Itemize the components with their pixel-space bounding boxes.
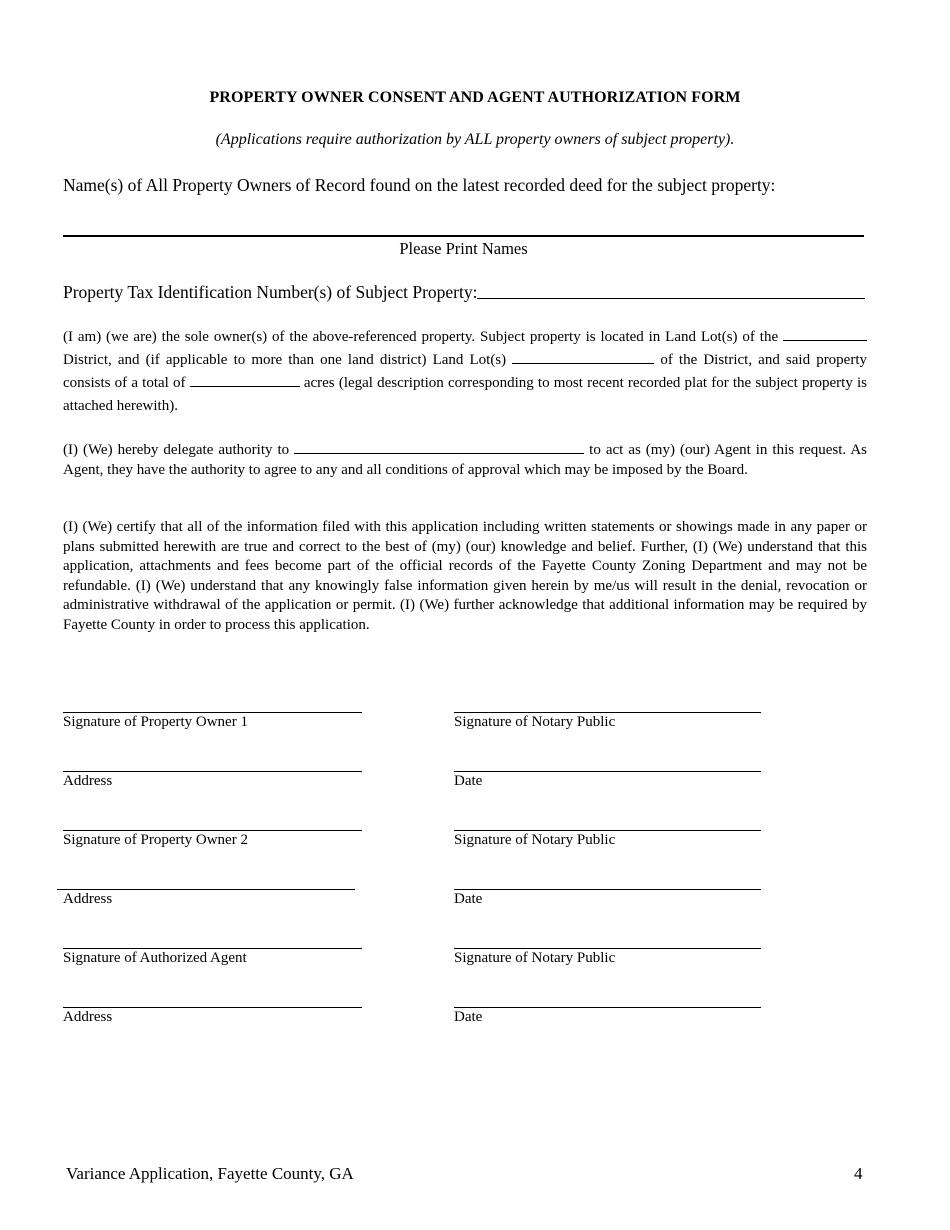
notary3-signature-line[interactable] [454,948,761,949]
agent-signature-label: Signature of Authorized Agent [63,950,247,966]
agent-text-2: to act as (my) (our) Agent in this request. As Agent, they have the authority to agree to any and all conditions of approval which may be imposed by the Board. [63,442,867,478]
owner1-address-line[interactable] [63,771,362,772]
agent-name-blank[interactable] [294,439,584,454]
owners-prompt: Name(s) of All Property Owners of Record found on the latest recorded deed for the subject property: [63,175,776,195]
agent-address-label: Address [63,1009,113,1025]
ownership-text-3: of the District, and said property consists of a total of [63,352,868,391]
notary1-signature-label: Signature of Notary Public [454,714,616,730]
owners-names-line[interactable] [63,235,864,237]
notary2-date-line[interactable] [454,889,761,890]
land-lot-blank[interactable] [512,349,654,364]
notary2-signature-line[interactable] [454,830,761,831]
footer-text: Variance Application, Fayette County, GA [66,1164,354,1183]
tax-id-line[interactable] [477,298,865,299]
agent-text-1: (I) (We) hereby delegate authority to [63,442,290,458]
form-subtitle: (Applications require authorization by ALL property owners of subject property). [215,131,735,148]
agent-paragraph [63,439,867,480]
notary3-date-label: Date [454,1009,483,1025]
owner2-signature-label: Signature of Property Owner 2 [63,832,248,848]
certification-paragraph: (I) (We) certify that all of the information filed with this application including written statements or showings made in any paper or plans submitted herewith are true and correct to the best of (my) (our) knowledge and belief. Further, (I) (We) understand that this application, attachments and fees become part of the official records of the Fayette County Zoning Department and may not be refundable. (I) (We) understand that any knowingly false information given herein by me/us will result in the denial, revocation or administrative withdrawal of the application or permit. (I) (We) further acknowledge that additional information may be required by Fayette County in order to process this application. [63,519,867,633]
tax-id-label: Property Tax Identification Number(s) of Subject Property: [63,282,478,302]
form-title: PROPERTY OWNER CONSENT AND AGENT AUTHORIZATION FORM [209,89,741,106]
notary3-signature-label: Signature of Notary Public [454,950,616,966]
tax-id-row [63,282,865,303]
owner1-address-label: Address [63,773,113,789]
notary2-date-label: Date [454,891,483,907]
agent-address-line[interactable] [63,1007,362,1008]
owner2-address-label: Address [63,891,113,907]
district-blank[interactable] [783,326,867,341]
print-names-label: Please Print Names [399,239,528,258]
page-number: 4 [854,1164,863,1183]
ownership-text-1: (I am) (we are) the sole owner(s) of the above-referenced property. Subject property is located in Land Lot(s) of the [63,329,779,345]
notary2-signature-label: Signature of Notary Public [454,832,616,848]
owner1-signature-label: Signature of Property Owner 1 [63,714,248,730]
ownership-paragraph [63,326,867,418]
notary1-date-label: Date [454,773,483,789]
ownership-text-4: acres (legal description corresponding to most recent recorded plat for the subject property is attached herewith). [63,375,868,414]
notary3-date-line[interactable] [454,1007,761,1008]
owner1-signature-line[interactable] [63,712,362,713]
owner2-signature-line[interactable] [63,830,362,831]
notary1-date-line[interactable] [454,771,761,772]
owner2-address-line[interactable] [57,889,355,890]
acres-blank[interactable] [190,372,300,387]
notary1-signature-line[interactable] [454,712,761,713]
agent-signature-line[interactable] [63,948,362,949]
ownership-text-2: District, and (if applicable to more than one land district) Land Lot(s) [63,352,507,368]
